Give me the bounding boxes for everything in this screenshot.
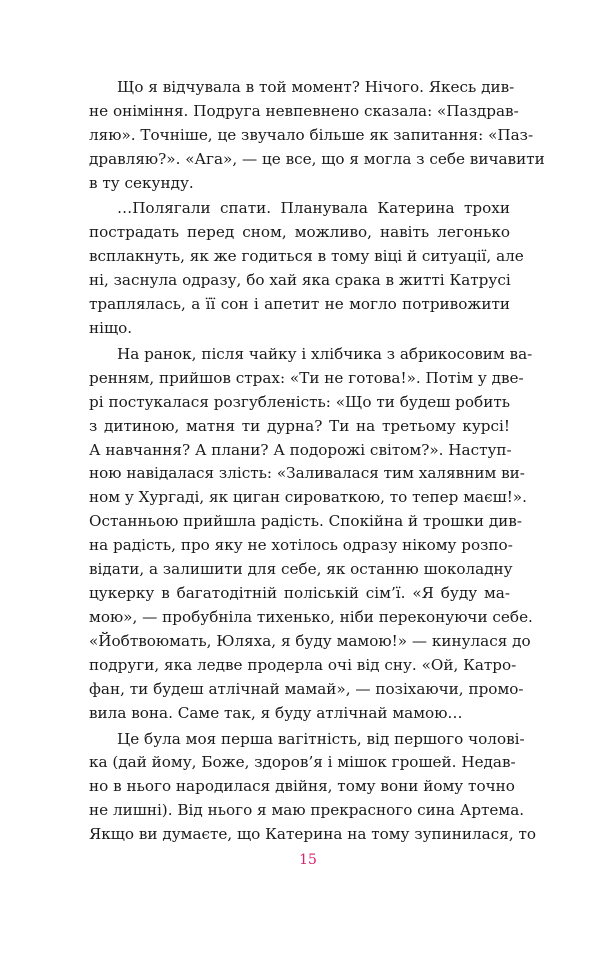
text-line: не лишні). Від нього я маю прекрасного сина Артема.	[89, 801, 525, 819]
text-line: на радість, про яку не хотілось одразу нікому розпо-	[89, 536, 513, 554]
text-line: рі постукалася розгубленість: «Що ти будеш робить	[89, 393, 510, 411]
text-line: А навчання? А плани? А подорожі світом?». Наступ-	[89, 441, 512, 459]
text-line: но в нього народилася двійня, тому вони йому точно	[89, 777, 515, 795]
text-line: ною навідалася злість: «Заливалася тим халявним ви-	[89, 464, 525, 482]
text-line: На ранок, після чайку і хлібчика з абрикосовим ва-	[117, 345, 533, 363]
text-line: Це була моя перша вагітність, від першого чолові-	[117, 730, 525, 748]
text-line: Якщо ви думаєте, що Катерина на тому зупинилася, то	[89, 825, 537, 843]
text-line: відати, а залишити для себе, як останню шоколадну	[89, 560, 513, 578]
text-line: траплялась, а її сон і апетит не могло потривожити	[89, 295, 510, 313]
text-line: Останньою прийшла радість. Спокійна й трошки див-	[89, 512, 522, 530]
text-line: цукерку в багатодітній поліській сім’ї. «Я буду ма-	[89, 584, 510, 602]
text-line: з дитиною, матня ти дурна? Ти на третьому курсі!	[89, 417, 510, 435]
text-line: вила вона. Саме так, я буду атлічнай мамою…	[89, 704, 463, 722]
text-line: мою», — пробубніла тихенько, ніби переконуючи себе.	[89, 608, 533, 626]
text-line: ка (дай йому, Боже, здоров’я і мішок грошей. Недав-	[89, 753, 516, 771]
text-line: не оніміння. Подруга невпевнено сказала: «Паздрав-	[89, 102, 519, 120]
text-line: «Йобтвоюмать, Юляха, я буду мамою!» — кинулася до	[89, 632, 531, 650]
text-line: ляю». Точніше, це звучало більше як запитання: «Пaз-	[89, 126, 534, 144]
text-line: ном у Хургаді, як циган сироваткою, то тепер маєш!».	[89, 488, 527, 506]
text-line: подруги, яка ледве продерла очі від сну. «Ой, Катро-	[89, 656, 517, 674]
text-line: в ту секунду.	[89, 174, 194, 192]
text-line: Що я відчувала в той момент? Нічого. Якесь див-	[117, 78, 515, 96]
text-line: дравляю?». «Ага», — це все, що я могла з себе вичавити	[89, 150, 545, 168]
text-line: ніщо.	[89, 319, 133, 337]
text-line: всплакнуть, як же годиться в тому віці й ситуації, але	[89, 247, 524, 265]
text-line: ні, заснула одразу, бо хай яка срака в житті Катрусі	[89, 271, 511, 289]
text-line: …Полягали спати. Планувала Катерина трохи	[117, 199, 510, 217]
text-line: фан, ти будеш атлічнай мамай», — позіхаючи, промо-	[89, 680, 524, 698]
text-line: пострадать перед сном, можливо, навіть легонько	[89, 223, 510, 241]
page-number: 15	[299, 852, 317, 868]
text-line: ренням, прийшов страх: «Ти не готова!». Потім у две-	[89, 369, 524, 387]
